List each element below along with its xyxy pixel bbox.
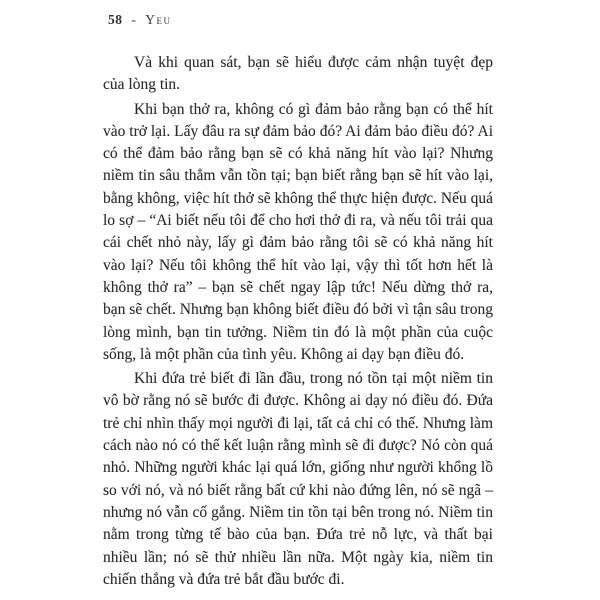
paragraph-3: Khi đứa trẻ biết đi lần đầu, trong nó tồn tại một niềm tin vô bờ rằng nó sẽ bước đi được. Không ai dạy nó điều đó. Đứa trẻ chỉ nhìn thấy mọi người đi lại, tất cả chỉ có thế. Nhưng làm cách nào nó có thể kết luận rằng mình sẽ đi được? Nó còn quá nhỏ. Những người khác lại quá lớn, giống như người khổng lồ so với nó, và nó biết rằng bất cứ khi nào đứng lên, nó sẽ ngã – nhưng nó vẫn cố gắng. Niềm tin tồn tại bên trong nó. Niềm tin nằm trong từng tế bào của bạn. Đứa trẻ nỗ lực, và thất bại nhiều lần; nó sẽ thử nhiều lần nữa. Một ngày kia, niềm tin chiến thắng và đứa trẻ bắt đầu bước đi. — [103, 370, 493, 588]
page-number: 58 — [108, 12, 123, 27]
running-title: Yeu — [145, 12, 172, 27]
paragraph-2: Khi bạn thở ra, không có gì đảm bảo rằng bạn có thể hít vào trở lại. Lấy đâu ra sự đảm bảo đó? Ai đảm bảo điều đó? Ai có thể đảm bảo rằng bạn sẽ có khả năng hít vào lại? Nhưng niềm tin sâu thẳm vẫn tồn tại; bạn biết rằng bạn sẽ hít vào lại, bằng không, việc hít thở sẽ không thể thực hiện được. Nếu quá lo sợ – “Ai biết nếu tôi để cho hơi thở đi ra, và nếu tôi trải qua cái chết nhỏ này, lấy gì đảm bảo rằng tôi sẽ có khả năng hít vào lại? Nếu tôi không thể hít vào lại, vậy thì tốt hơn hết là không thở ra” – bạn sẽ chết ngay lập tức! Nếu dừng thở ra, bạn sẽ chết. Nhưng bạn không biết điều đó bởi vì tận sâu trong lòng mình, bạn tin tưởng. Niềm tin đó là một phần của cuộc sống, là một phần của tình yêu. Không ai dạy bạn điều đó. — [103, 100, 493, 363]
page-body — [103, 52, 493, 593]
paragraph-1: Và khi quan sát, bạn sẽ hiểu được cảm nhận tuyệt đẹp của lòng tin. — [103, 54, 493, 94]
header-separator: - — [131, 12, 137, 27]
page-header — [108, 12, 172, 28]
